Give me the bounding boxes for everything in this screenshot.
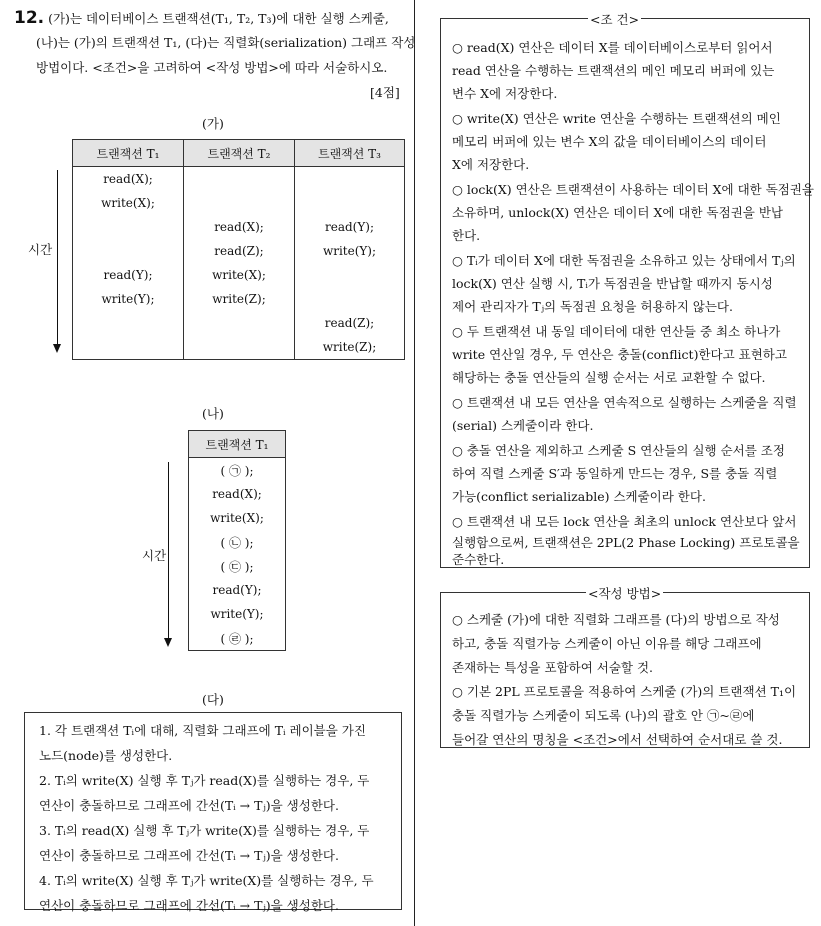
method-line: 2. Tᵢ의 write(X) 실행 후 Tⱼ가 read(X)를 실행하는 경우, 두 [39, 773, 370, 788]
cell: read(Z); [295, 311, 405, 335]
method-item-line: 하고, 충돌 직렬가능 스케줄이 아닌 이유를 해당 그래프에 [452, 636, 762, 651]
header-na-t1: 트랜잭션 T₁ [189, 431, 286, 458]
condition-line: write 연산일 경우, 두 연산은 충돌(conflict)한다고 표현하고 [452, 347, 787, 362]
table-row [189, 626, 286, 651]
header-t3: 트랜잭션 T₃ [295, 140, 405, 167]
cell [295, 263, 405, 287]
method-item-line: 존재하는 특성을 포함하여 서술할 것. [452, 660, 653, 675]
condition-line: ○ write(X) 연산은 write 연산을 수행하는 트랜잭션의 메인 [452, 111, 781, 126]
cell: write(X); [189, 506, 286, 530]
condition-line: (serial) 스케줄이라 한다. [452, 418, 594, 433]
table-row [189, 482, 286, 506]
time-arrowhead-ga [53, 344, 61, 353]
condition-line: ○ 트랜잭션 내 모든 lock 연산을 최초의 unlock 연산보다 앞서 [452, 514, 797, 529]
table-row [73, 311, 405, 335]
header-t1: 트랜잭션 T₁ [73, 140, 184, 167]
cell: read(X); [184, 215, 295, 239]
table-row [189, 554, 286, 578]
cell: write(Y); [295, 239, 405, 263]
cell: read(X); [73, 167, 184, 192]
time-arrow-ga [57, 170, 58, 346]
cell: write(X); [73, 191, 184, 215]
method-line: 노드(node)를 생성한다. [39, 748, 173, 763]
condition-line: 해당하는 충돌 연산들의 실행 순서는 서로 교환할 수 없다. [452, 370, 766, 385]
condition-line: 하여 직렬 스케줄 S′과 동일하게 만드는 경우, S를 충돌 직렬 [452, 466, 778, 481]
cell [73, 311, 184, 335]
question-line-2: (나)는 (가)의 트랜잭션 T₁, (다)는 직렬화(serialization) 그래프 작성 [36, 35, 416, 50]
cell [295, 287, 405, 311]
condition-line: 메모리 버퍼에 있는 변수 X의 값을 데이터베이스의 데이터 [452, 134, 767, 149]
condition-line: 가능(conflict serializable) 스케줄이라 한다. [452, 489, 706, 504]
cell: read(Y); [189, 578, 286, 602]
condition-line: X에 저장한다. [452, 157, 530, 172]
table-row [189, 530, 286, 554]
table-row [73, 335, 405, 360]
cell [184, 335, 295, 360]
table-row [73, 191, 405, 215]
method-line: 연산이 충돌하므로 그래프에 간선(Tᵢ → Tⱼ)을 생성한다. [39, 898, 339, 913]
question-line-1: (가)는 데이터베이스 트랜잭션(T₁, T₂, T₃)에 대한 실행 스케줄, [48, 11, 389, 26]
table-row [189, 458, 286, 483]
table-row [189, 506, 286, 530]
table-row [73, 287, 405, 311]
condition-line: 한다. [452, 228, 481, 243]
table-row [73, 215, 405, 239]
cell: write(Y); [189, 602, 286, 626]
cell [73, 335, 184, 360]
condition-line: read 연산을 수행하는 트랜잭션의 메인 메모리 버퍼에 있는 [452, 63, 775, 78]
question-line-3: 방법이다. <조건>을 고려하여 <작성 방법>에 따라 서술하시오. [36, 60, 388, 75]
condition-line: ○ 충돌 연산을 제외하고 스케줄 S 연산들의 실행 순서를 조정 [452, 443, 785, 458]
cell: read(Y); [295, 215, 405, 239]
schedule-na-table [188, 430, 286, 651]
schedule-ga-table [72, 139, 405, 360]
table-row [189, 578, 286, 602]
condition-line: ○ 두 트랜잭션 내 동일 데이터에 대한 연산들 중 최소 하나가 [452, 324, 781, 339]
graph-method-caption: (다) [202, 692, 224, 707]
method-line: 연산이 충돌하므로 그래프에 간선(Tᵢ → Tⱼ)을 생성한다. [39, 848, 339, 863]
cell: write(X); [184, 263, 295, 287]
method-line: 1. 각 트랜잭션 Tᵢ에 대해, 직렬화 그래프에 Tᵢ 레이블을 가진 [39, 723, 366, 738]
schedule-na-caption: (나) [202, 406, 224, 421]
table-row [73, 263, 405, 287]
method-item-line: ○ 스케줄 (가)에 대한 직렬화 그래프를 (다)의 방법으로 작성 [452, 612, 780, 627]
writing-method-title: <작성 방법> [588, 586, 662, 601]
cell [184, 167, 295, 192]
cell: read(Y); [73, 263, 184, 287]
condition-line: 제어 관리자가 Tⱼ의 독점권 요청을 허용하지 않는다. [452, 299, 733, 314]
condition-line: 준수한다. [452, 552, 505, 567]
condition-line: lock(X) 연산 실행 시, Tᵢ가 독점권을 반납할 때까지 동시성 [452, 276, 773, 291]
cell: write(Y); [73, 287, 184, 311]
time-arrow-na [168, 462, 169, 640]
condition-line: 변수 X에 저장한다. [452, 86, 558, 101]
time-arrowhead-na [164, 638, 172, 647]
method-line: 연산이 충돌하므로 그래프에 간선(Tᵢ → Tⱼ)을 생성한다. [39, 798, 339, 813]
conditions-title: <조 건> [590, 12, 640, 27]
cell [295, 167, 405, 192]
cell [73, 239, 184, 263]
graph-method-box [24, 712, 402, 913]
blank-d: ( ㉣ ); [189, 626, 286, 651]
cell [73, 215, 184, 239]
condition-line: ○ 트랜잭션 내 모든 연산을 연속적으로 실행하는 스케줄을 직렬 [452, 395, 797, 410]
cell [295, 191, 405, 215]
question-number: 12. [14, 8, 45, 28]
table-row [189, 602, 286, 626]
method-line: 4. Tᵢ의 write(X) 실행 후 Tⱼ가 write(X)를 실행하는 경우, 두 [39, 873, 374, 888]
cell [184, 311, 295, 335]
method-item-line: 들어갈 연산의 명칭을 <조건>에서 선택하여 순서대로 쓸 것. [452, 732, 783, 747]
time-label-ga: 시간 [28, 242, 53, 257]
blank-b: ( ㉡ ); [189, 530, 286, 554]
time-label-na: 시간 [142, 548, 167, 563]
cell: write(Z); [184, 287, 295, 311]
condition-line: ○ Tᵢ가 데이터 X에 대한 독점권을 소유하고 있는 상태에서 Tⱼ의 [452, 253, 796, 268]
points-label: [4점] [370, 85, 400, 100]
condition-line: ○ lock(X) 연산은 트랜잭션이 사용하는 데이터 X에 대한 독점권을 [452, 182, 814, 197]
header-t2: 트랜잭션 T₂ [184, 140, 295, 167]
cell: write(Z); [295, 335, 405, 360]
condition-line: 실행함으로써, 트랜잭션은 2PL(2 Phase Locking) 프로토콜을 [452, 535, 800, 550]
cell: read(X); [189, 482, 286, 506]
table-row [73, 167, 405, 192]
method-item-line: ○ 기본 2PL 프로토콜을 적용하여 스케줄 (가)의 트랜잭션 T₁이 [452, 684, 797, 699]
blank-a: ( ㉠ ); [189, 458, 286, 483]
column-divider [414, 0, 415, 926]
method-item-line: 충돌 직렬가능 스케줄이 되도록 (나)의 괄호 안 ㉠~㉣에 [452, 708, 755, 723]
table-row [73, 239, 405, 263]
cell: read(Z); [184, 239, 295, 263]
condition-line: 소유하며, unlock(X) 연산은 데이터 X에 대한 독점권을 반납 [452, 205, 783, 220]
blank-c: ( ㉢ ); [189, 554, 286, 578]
method-line: 3. Tᵢ의 read(X) 실행 후 Tⱼ가 write(X)를 실행하는 경우, 두 [39, 823, 370, 838]
schedule-ga-caption: (가) [202, 116, 224, 131]
condition-line: ○ read(X) 연산은 데이터 X를 데이터베이스로부터 읽어서 [452, 40, 773, 55]
cell [184, 191, 295, 215]
